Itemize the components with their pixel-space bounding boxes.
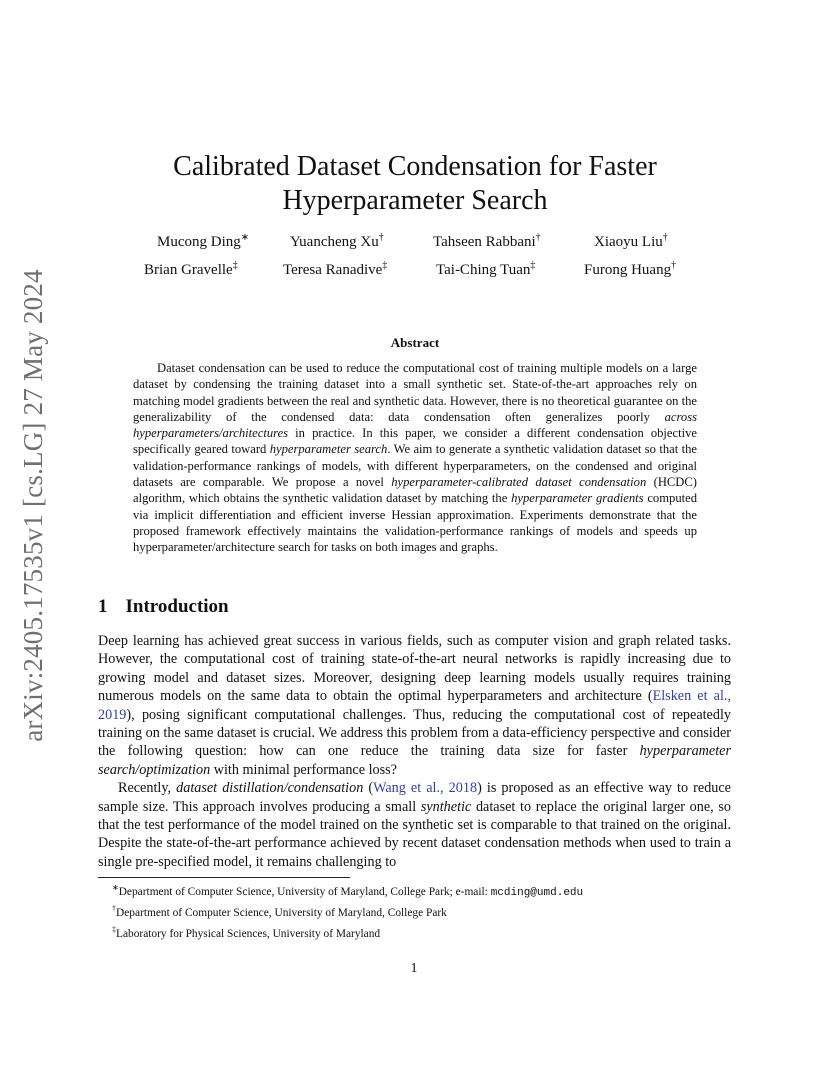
author-row bbox=[100, 260, 730, 288]
email-address: mcding@umd.edu bbox=[490, 886, 584, 899]
author-list bbox=[100, 232, 730, 288]
paragraph: Recently, dataset distillation/condensation (Wang et al., 2018) is proposed as an effective way to reduce sample size. This approach involves producing a small synthetic dataset to replace the original larger one, so that the test performance of the model trained on the synthetic set is comparable to that trained on the original. Despite the state-of-the-art performance achieved by recent dataset condensation methods when used to train a single pre-specified model, it remains challenging to bbox=[98, 780, 731, 870]
footnote: ‡Laboratory for Physical Sciences, University of Maryland bbox=[112, 924, 381, 940]
footnote: ∗Department of Computer Science, University of Maryland, College Park; e-mail: mcding@umd.edu bbox=[112, 883, 584, 899]
footnote-rule bbox=[98, 877, 350, 878]
author: Teresa Ranadive‡ bbox=[283, 260, 388, 278]
abstract-body: Dataset condensation can be used to reduce the computational cost of training multiple models on a large dataset by condensing the training dataset into a small synthetic set. State-of-the-art approaches rely on matching model gradients between the real and synthetic data. However, there is no theoretical guarantee on the generalizability of the condensed data: data condensation often generalizes poorly across hyperparameters/architectures in practice. In this paper, we consider a different condensation objective specifically geared toward hyperparameter search. We aim to generate a synthetic validation dataset so that the validation-performance rankings of models, with different hyperparameters, on the condensed and original datasets are comparable. We propose a novel hyperparameter-calibrated dataset condensation (HCDC) algorithm, which obtains the synthetic validation dataset by matching the hyperparameter gradients computed via implicit differentiation and efficient inverse Hessian approximation. Experiments demonstrate that the proposed framework effectively maintains the validation-performance rankings of models and speeds up hyperparameter/architecture search for tasks on both images and graphs. bbox=[133, 361, 698, 555]
paper-title: Calibrated Dataset Condensation for Faster Hyperparameter Search bbox=[173, 151, 657, 216]
author: Yuancheng Xu† bbox=[290, 232, 384, 250]
abstract-heading: Abstract bbox=[390, 335, 440, 350]
introduction-body bbox=[98, 632, 731, 871]
section-number: 1 bbox=[98, 596, 108, 617]
author: Brian Gravelle‡ bbox=[144, 260, 238, 278]
paragraph: Deep learning has achieved great success in various fields, such as computer vision and graph related tasks. However, the computational cost of training state-of-the-art neural networks is rapidly increasing due to growing model and dataset sizes. Moreover, designing deep learning models usually requires training numerous models on the same data to obtain the optimal hyperparameters and architecture (Elsken et al., 2019), posing significant computational challenges. Thus, reducing the computational cost of repeatedly training on the same dataset is crucial. We address this problem from a data-efficiency perspective and consider the following question: how can one reduce the training data size for faster hyperparameter search/optimization with minimal performance loss? bbox=[98, 633, 731, 778]
footnotes bbox=[112, 880, 732, 942]
section-heading bbox=[98, 596, 229, 618]
author: Tai-Ching Tuan‡ bbox=[436, 260, 536, 278]
author: Furong Huang† bbox=[584, 260, 677, 278]
footnote: †Department of Computer Science, University of Maryland, College Park bbox=[112, 904, 447, 920]
citation-link[interactable]: Elsken et al., 2019 bbox=[98, 688, 731, 723]
author-row bbox=[100, 232, 730, 260]
citation-link[interactable]: Wang et al., 2018 bbox=[373, 780, 478, 797]
section-title: Introduction bbox=[125, 596, 229, 617]
author: Mucong Ding∗ bbox=[157, 232, 250, 250]
page-number: 1 bbox=[410, 961, 418, 976]
author: Xiaoyu Liu† bbox=[594, 232, 668, 250]
author: Tahseen Rabbani† bbox=[433, 232, 541, 250]
arxiv-identifier: arXiv:2405.17535v1 [cs.LG] 27 May 2024 bbox=[17, 268, 48, 742]
